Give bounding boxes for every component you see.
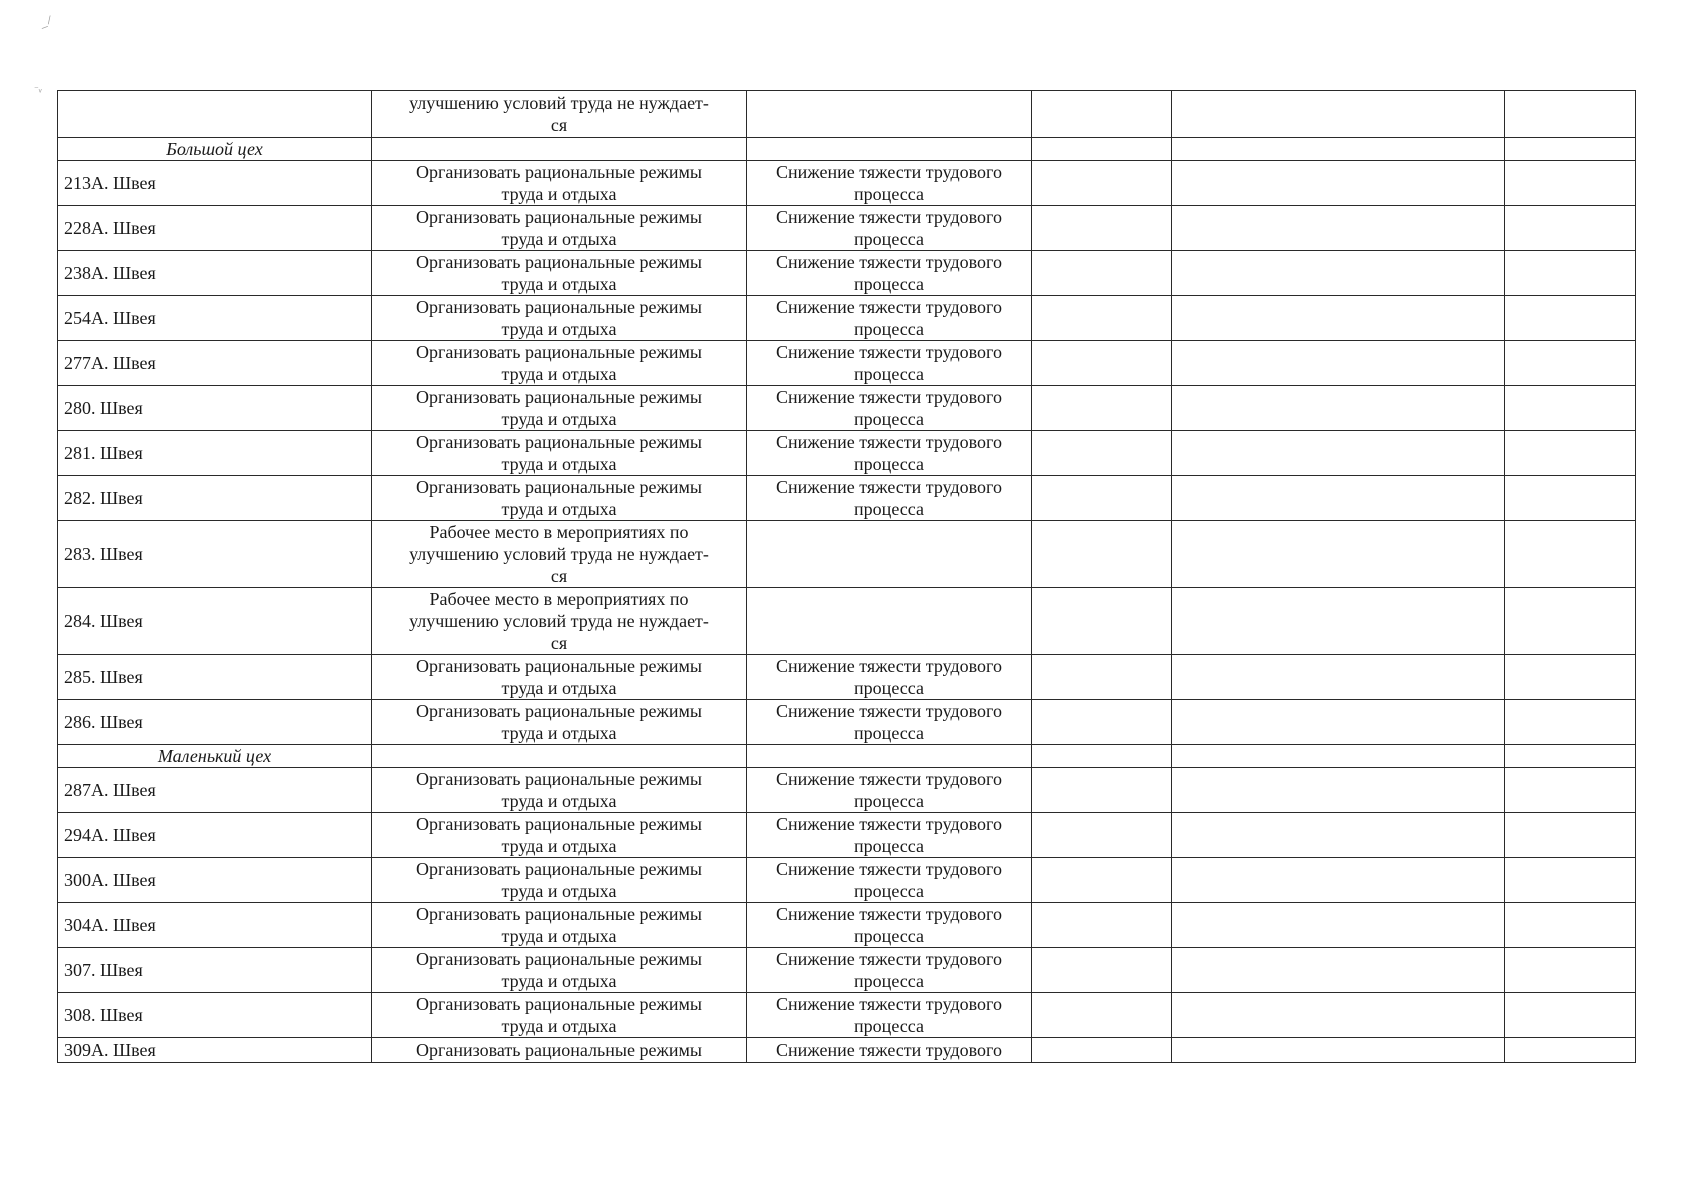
note-cell	[1505, 91, 1636, 138]
table-body	[58, 91, 1636, 1063]
goal-cell: Снижение тяжести трудового процесса	[747, 296, 1032, 341]
table-row	[58, 768, 1636, 813]
goal-cell: Снижение тяжести трудового процесса	[747, 386, 1032, 431]
workplace-cell: 285. Швея	[58, 655, 372, 700]
note-cell	[1505, 768, 1636, 813]
responsible-cell	[1172, 91, 1505, 138]
responsible-cell	[1172, 138, 1505, 161]
workplace-cell: 213А. Швея	[58, 161, 372, 206]
goal-cell: Снижение тяжести трудового процесса	[747, 700, 1032, 745]
note-cell	[1505, 341, 1636, 386]
section-label: Большой цех	[58, 138, 372, 161]
measures-table	[57, 90, 1636, 1063]
goal-cell	[747, 588, 1032, 655]
note-cell	[1505, 655, 1636, 700]
table-row	[58, 858, 1636, 903]
deadline-cell	[1032, 206, 1172, 251]
workplace-cell: 280. Швея	[58, 386, 372, 431]
deadline-cell	[1032, 1038, 1172, 1063]
table-row	[58, 251, 1636, 296]
measure-cell: Организовать рациональные режимы труда и отдыха	[372, 296, 747, 341]
note-cell	[1505, 521, 1636, 588]
responsible-cell	[1172, 476, 1505, 521]
workplace-cell: 286. Швея	[58, 700, 372, 745]
deadline-cell	[1032, 91, 1172, 138]
workplace-cell: 304А. Швея	[58, 903, 372, 948]
measure-cell	[372, 138, 747, 161]
goal-cell: Снижение тяжести трудового процесса	[747, 161, 1032, 206]
deadline-cell	[1032, 251, 1172, 296]
measure-cell: Организовать рациональные режимы труда и отдыха	[372, 161, 747, 206]
goal-cell	[747, 138, 1032, 161]
deadline-cell	[1032, 948, 1172, 993]
deadline-cell	[1032, 521, 1172, 588]
measure-cell: Организовать рациональные режимы труда и отдыха	[372, 251, 747, 296]
measure-cell: Рабочее место в мероприятиях по улучшению условий труда не нуждает- ся	[372, 521, 747, 588]
workplace-cell: 284. Швея	[58, 588, 372, 655]
note-cell	[1505, 700, 1636, 745]
responsible-cell	[1172, 813, 1505, 858]
goal-cell: Снижение тяжести трудового процесса	[747, 206, 1032, 251]
deadline-cell	[1032, 655, 1172, 700]
goal-cell	[747, 91, 1032, 138]
goal-cell: Снижение тяжести трудового процесса	[747, 431, 1032, 476]
note-cell	[1505, 138, 1636, 161]
measure-cell: Организовать рациональные режимы труда и отдыха	[372, 768, 747, 813]
workplace-cell: 283. Швея	[58, 521, 372, 588]
measure-cell: Организовать рациональные режимы труда и отдыха	[372, 700, 747, 745]
workplace-cell: 287А. Швея	[58, 768, 372, 813]
table-row	[58, 700, 1636, 745]
workplace-cell: 308. Швея	[58, 993, 372, 1038]
measure-cell: Организовать рациональные режимы труда и отдыха	[372, 655, 747, 700]
goal-cell: Снижение тяжести трудового процесса	[747, 251, 1032, 296]
deadline-cell	[1032, 813, 1172, 858]
goal-cell: Снижение тяжести трудового	[747, 1038, 1032, 1063]
deadline-cell	[1032, 768, 1172, 813]
goal-cell: Снижение тяжести трудового процесса	[747, 655, 1032, 700]
responsible-cell	[1172, 700, 1505, 745]
note-cell	[1505, 476, 1636, 521]
goal-cell: Снижение тяжести трудового процесса	[747, 813, 1032, 858]
responsible-cell	[1172, 386, 1505, 431]
table-row	[58, 588, 1636, 655]
responsible-cell	[1172, 341, 1505, 386]
deadline-cell	[1032, 386, 1172, 431]
note-cell	[1505, 745, 1636, 768]
deadline-cell	[1032, 341, 1172, 386]
note-cell	[1505, 993, 1636, 1038]
deadline-cell	[1032, 161, 1172, 206]
workplace-cell: 281. Швея	[58, 431, 372, 476]
measure-cell: Организовать рациональные режимы труда и отдыха	[372, 813, 747, 858]
table-row	[58, 903, 1636, 948]
note-cell	[1505, 161, 1636, 206]
deadline-cell	[1032, 745, 1172, 768]
table-row	[58, 341, 1636, 386]
note-cell	[1505, 903, 1636, 948]
note-cell	[1505, 858, 1636, 903]
scan-mark: ⁻ᵥ	[34, 84, 42, 94]
responsible-cell	[1172, 431, 1505, 476]
deadline-cell	[1032, 858, 1172, 903]
table-row	[58, 993, 1636, 1038]
table-row	[58, 476, 1636, 521]
measure-cell: Организовать рациональные режимы труда и отдыха	[372, 948, 747, 993]
table-row	[58, 386, 1636, 431]
workplace-cell: 300А. Швея	[58, 858, 372, 903]
measure-cell: Организовать рациональные режимы труда и отдыха	[372, 206, 747, 251]
workplace-cell: 228А. Швея	[58, 206, 372, 251]
section-label: Маленький цех	[58, 745, 372, 768]
deadline-cell	[1032, 993, 1172, 1038]
table-row	[58, 91, 1636, 138]
note-cell	[1505, 1038, 1636, 1063]
table-row	[58, 431, 1636, 476]
measure-cell: Организовать рациональные режимы труда и отдыха	[372, 903, 747, 948]
table-row	[58, 521, 1636, 588]
responsible-cell	[1172, 858, 1505, 903]
deadline-cell	[1032, 588, 1172, 655]
responsible-cell	[1172, 251, 1505, 296]
measure-cell: Организовать рациональные режимы труда и отдыха	[372, 386, 747, 431]
note-cell	[1505, 948, 1636, 993]
deadline-cell	[1032, 903, 1172, 948]
responsible-cell	[1172, 655, 1505, 700]
measure-cell: Организовать рациональные режимы труда и отдыха	[372, 858, 747, 903]
measure-cell: Организовать рациональные режимы	[372, 1038, 747, 1063]
goal-cell: Снижение тяжести трудового процесса	[747, 903, 1032, 948]
table-row	[58, 296, 1636, 341]
note-cell	[1505, 588, 1636, 655]
workplace-cell: 238А. Швея	[58, 251, 372, 296]
workplace-cell: 277А. Швея	[58, 341, 372, 386]
measure-cell: Организовать рациональные режимы труда и отдыха	[372, 431, 747, 476]
responsible-cell	[1172, 588, 1505, 655]
responsible-cell	[1172, 948, 1505, 993]
deadline-cell	[1032, 138, 1172, 161]
responsible-cell	[1172, 768, 1505, 813]
responsible-cell	[1172, 296, 1505, 341]
goal-cell: Снижение тяжести трудового процесса	[747, 948, 1032, 993]
measure-cell: улучшению условий труда не нуждает- ся	[372, 91, 747, 138]
measure-cell: Организовать рациональные режимы труда и отдыха	[372, 476, 747, 521]
table-row	[58, 948, 1636, 993]
goal-cell: Снижение тяжести трудового процесса	[747, 858, 1032, 903]
workplace-cell: 282. Швея	[58, 476, 372, 521]
goal-cell: Снижение тяжести трудового процесса	[747, 993, 1032, 1038]
deadline-cell	[1032, 431, 1172, 476]
responsible-cell	[1172, 521, 1505, 588]
measure-cell: Организовать рациональные режимы труда и отдыха	[372, 341, 747, 386]
responsible-cell	[1172, 161, 1505, 206]
table-row	[58, 206, 1636, 251]
goal-cell	[747, 745, 1032, 768]
deadline-cell	[1032, 700, 1172, 745]
section-row	[58, 138, 1636, 161]
deadline-cell	[1032, 476, 1172, 521]
note-cell	[1505, 386, 1636, 431]
measure-cell: Организовать рациональные режимы труда и отдыха	[372, 993, 747, 1038]
workplace-cell: 254А. Швея	[58, 296, 372, 341]
workplace-cell: 309А. Швея	[58, 1038, 372, 1063]
table-row	[58, 813, 1636, 858]
responsible-cell	[1172, 993, 1505, 1038]
responsible-cell	[1172, 745, 1505, 768]
note-cell	[1505, 813, 1636, 858]
responsible-cell	[1172, 903, 1505, 948]
responsible-cell	[1172, 206, 1505, 251]
note-cell	[1505, 431, 1636, 476]
goal-cell: Снижение тяжести трудового процесса	[747, 341, 1032, 386]
deadline-cell	[1032, 296, 1172, 341]
goal-cell: Снижение тяжести трудового процесса	[747, 768, 1032, 813]
scan-mark: _ ⁄	[38, 14, 53, 30]
goal-cell: Снижение тяжести трудового процесса	[747, 476, 1032, 521]
goal-cell	[747, 521, 1032, 588]
table-row	[58, 1038, 1636, 1063]
note-cell	[1505, 296, 1636, 341]
workplace-cell: 294А. Швея	[58, 813, 372, 858]
responsible-cell	[1172, 1038, 1505, 1063]
measure-cell	[372, 745, 747, 768]
section-row	[58, 745, 1636, 768]
table-row	[58, 161, 1636, 206]
note-cell	[1505, 206, 1636, 251]
table-row	[58, 655, 1636, 700]
measure-cell: Рабочее место в мероприятиях по улучшению условий труда не нуждает- ся	[372, 588, 747, 655]
workplace-cell: 307. Швея	[58, 948, 372, 993]
note-cell	[1505, 251, 1636, 296]
workplace-cell	[58, 91, 372, 138]
